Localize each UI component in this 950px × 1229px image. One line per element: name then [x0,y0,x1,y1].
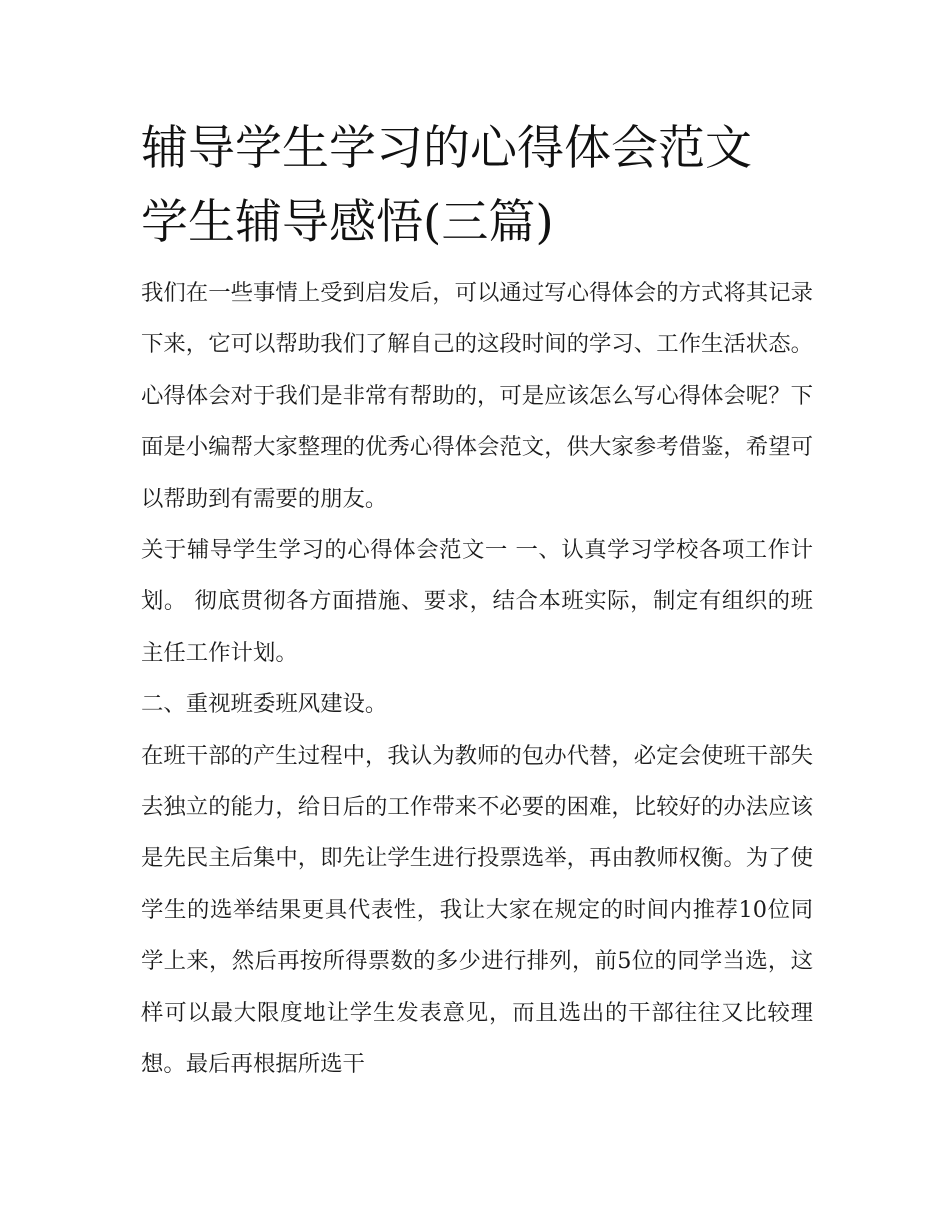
section-two-heading: 二、重视班委班风建设。 [141,691,388,718]
section-one-paragraph: 关于辅导学生学习的心得体会范文一 一、认真学习学校各项工作计划。 彻底贯彻各方面措施、要求，结合本班实际，制定有组织的班主任工作计划。 [141,537,813,666]
intro-paragraph: 我们在一些事情上受到启发后，可以通过写心得体会的方式将其记录下来，它可以帮助我们了解自己的这段时间的学习、工作生活状态。心得体会对于我们是非常有帮助的，可是应该怎么写心得体会呢？下面是小编帮大家整理的优秀心得体会范文，供大家参考借鉴，希望可以帮助到有需要的朋友。 [141,280,813,512]
title-line-2: 学生辅导感悟(三篇) [141,195,554,250]
document-title [141,112,813,260]
document-content [141,112,813,1091]
title-line-1: 辅导学生学习的心得体会范文 [141,121,752,176]
section-two-paragraph: 在班干部的产生过程中，我认为教师的包办代替，必定会使班干部失去独立的能力，给日后的工作带来不必要的困难，比较好的办法应该是先民主后集中，即先让学生进行投票选举，再由教师权衡。为了使学生的选举结果更具代表性，我让大家在规定的时间内推荐10位同学上来，然后再按所得票数的多少进行排列，前5位的同学当选，这样可以最大限度地让学生发表意见，而且选出的干部往往又比较理想。最后再根据所选干 [141,742,813,1078]
